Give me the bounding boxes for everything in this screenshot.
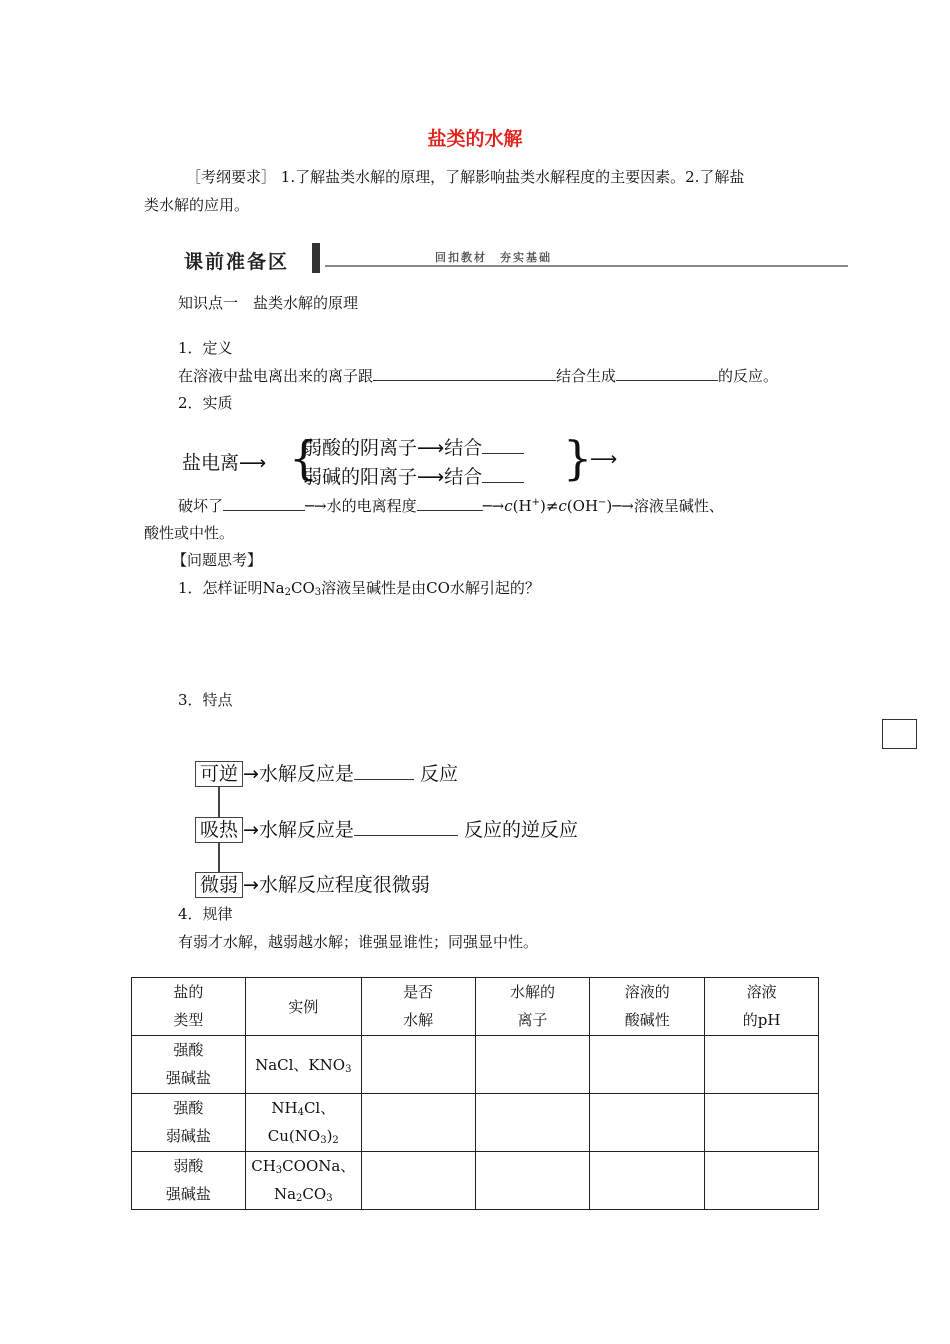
table-row xyxy=(132,1094,819,1152)
cell-example: $NH_4Cl$、 $Cu(NO_3)_2$ xyxy=(245,1094,361,1152)
definition-text: 在溶液中盐电离出来的离子跟 结合生成 的反应。 xyxy=(178,367,779,385)
blank-1 xyxy=(373,366,556,381)
brace-close: } xyxy=(563,431,593,485)
requirements-line2: 类水解的应用。 xyxy=(144,196,250,214)
blank-anion xyxy=(482,437,524,454)
cell-salt-type: 弱酸 强碱盐 xyxy=(132,1152,246,1210)
banner-title: 课前准备区 xyxy=(184,251,290,273)
cell-salt-type: 强酸 弱碱盐 xyxy=(132,1094,246,1152)
cell-empty xyxy=(590,1152,705,1210)
diagram-row-anion: 弱酸的阴离子⟶结合 xyxy=(303,433,524,460)
cell-empty xyxy=(361,1036,475,1094)
feature-box-endothermic: 吸热 xyxy=(195,817,243,843)
header-salt-type: 盐的 类型 xyxy=(132,978,246,1036)
diagram-row-cation: 弱碱的阳离子⟶结合 xyxy=(303,462,524,489)
cell-empty xyxy=(590,1036,705,1094)
section-banner xyxy=(180,243,848,275)
banner-divider xyxy=(312,243,320,273)
requirements-tag: ［考纲要求］ xyxy=(186,168,277,186)
header-example: 实例 xyxy=(245,978,361,1036)
table-row xyxy=(132,1036,819,1094)
cell-empty xyxy=(361,1152,475,1210)
table-row xyxy=(132,1152,819,1210)
cell-empty xyxy=(475,1152,590,1210)
essence-diagram-left: 盐电离⟶ xyxy=(182,452,267,474)
cell-empty xyxy=(475,1036,590,1094)
cell-example: $CH_3COONa$、 $Na_2CO_3$ xyxy=(245,1152,361,1210)
feature-box-weak: 微弱 xyxy=(195,872,243,898)
banner-subtitle: 回扣教材 夯实基础 xyxy=(435,251,552,264)
section-rules-heading: 4．规律 xyxy=(178,905,233,923)
blank-cation xyxy=(482,466,524,483)
blank-2 xyxy=(616,366,718,381)
cell-empty xyxy=(705,1094,819,1152)
rules-text: 有弱才水解，越弱越水解；谁强显谁性；同强显中性。 xyxy=(178,933,539,951)
section-definition-heading: 1．定义 xyxy=(178,339,233,357)
cell-empty xyxy=(361,1094,475,1152)
answer-box xyxy=(882,719,917,749)
requirements-line1: ［考纲要求］ 1.了解盐类水解的原理，了解影响盐类水解程度的主要因素。2.了解盐 xyxy=(186,168,745,186)
section-essence-heading: 2．实质 xyxy=(178,394,233,412)
cell-empty xyxy=(705,1036,819,1094)
feature-weak: 微弱 →水解反应程度很微弱 xyxy=(195,870,430,897)
salt-hydrolysis-table xyxy=(131,977,819,1210)
blank-4 xyxy=(417,496,483,511)
header-acidity: 溶液的 酸碱性 xyxy=(590,978,705,1036)
question-1: 1．怎样证明$Na_2CO_3$溶液呈碱性是由CO水解引起的？ xyxy=(178,579,540,598)
cell-empty xyxy=(475,1094,590,1152)
table-header-row xyxy=(132,978,819,1036)
diagram-final-arrow: ⟶ xyxy=(590,448,618,470)
essence-line1: 破坏了 ─→水的电离程度 ─→c(H+)≠c(OH−)─→溶液呈碱性、 xyxy=(178,497,724,515)
cell-empty xyxy=(590,1094,705,1152)
header-ph: 溶液 的pH xyxy=(705,978,819,1036)
feature-endothermic: 吸热 →水解反应是 反应的逆反应 xyxy=(195,815,578,842)
section-features-heading: 3．特点 xyxy=(178,691,233,709)
header-ions: 水解的 离子 xyxy=(475,978,590,1036)
page-title: 盐类的水解 xyxy=(427,128,523,150)
blank-5 xyxy=(354,763,414,780)
blank-3 xyxy=(223,496,305,511)
header-hydrolyzes: 是否 水解 xyxy=(361,978,475,1036)
question-heading: 【问题思考】 xyxy=(172,551,263,569)
knowledge-point-heading: 知识点一 盐类水解的原理 xyxy=(178,294,359,312)
cell-empty xyxy=(705,1152,819,1210)
brace-open: { xyxy=(289,431,319,485)
cell-salt-type: 强酸 强碱盐 xyxy=(132,1036,246,1094)
feature-reversible: 可逆 →水解反应是 反应 xyxy=(195,759,458,786)
cell-example: NaCl、$KNO_3$ xyxy=(245,1036,361,1094)
banner-rule xyxy=(325,265,848,267)
blank-6 xyxy=(354,819,458,836)
essence-line2: 酸性或中性。 xyxy=(144,524,235,542)
feature-box-reversible: 可逆 xyxy=(195,761,243,787)
